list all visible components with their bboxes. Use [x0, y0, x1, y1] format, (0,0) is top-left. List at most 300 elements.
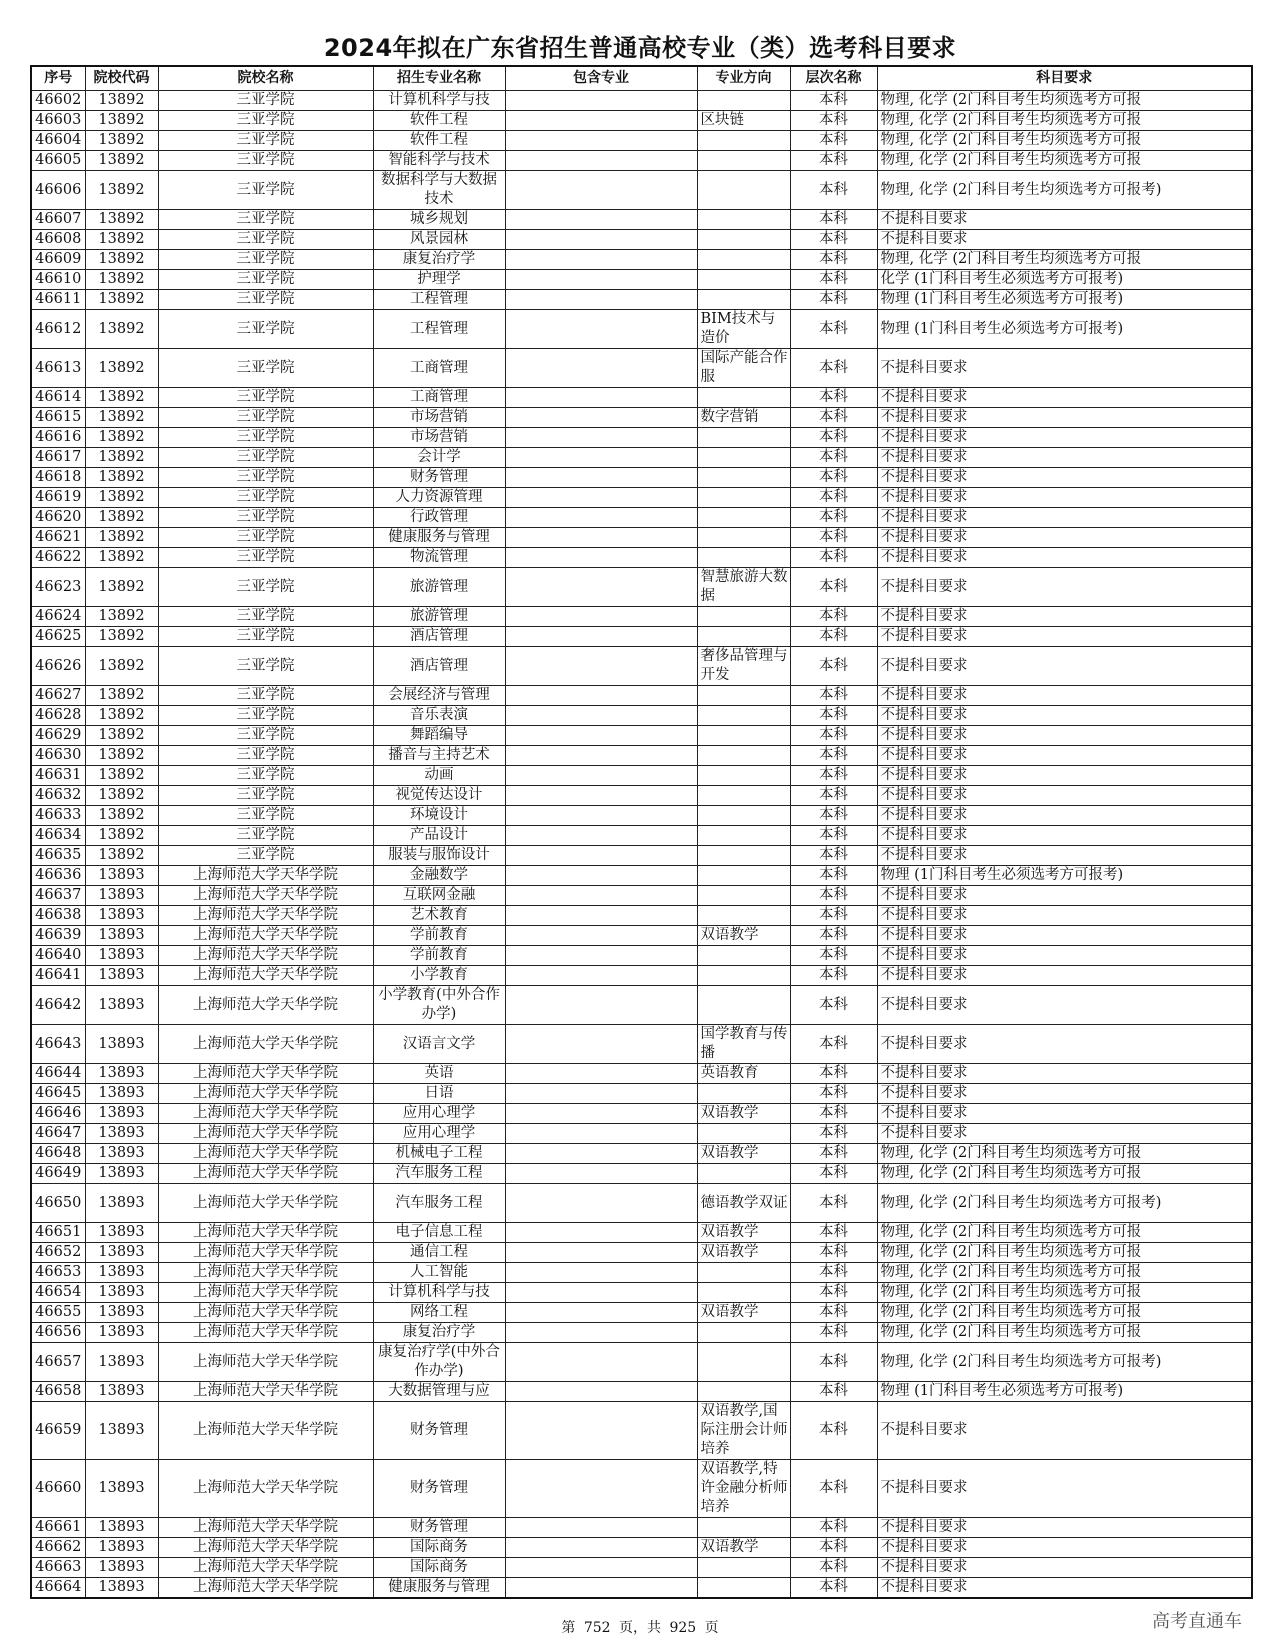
cell-seq: 46622	[31, 548, 85, 568]
cell-direction: 区块链	[697, 111, 790, 131]
cell-included-majors	[505, 726, 697, 746]
cell-school-code: 13893	[85, 1064, 158, 1084]
cell-included-majors	[505, 1283, 697, 1303]
table-row	[31, 111, 1252, 131]
cell-included-majors	[505, 1064, 697, 1084]
cell-level: 本科	[790, 568, 877, 607]
cell-level: 本科	[790, 1283, 877, 1303]
cell-major-name: 康复治疗学	[373, 1323, 505, 1343]
cell-seq: 46632	[31, 786, 85, 806]
cell-major-name: 计算机科学与技	[373, 1283, 505, 1303]
cell-school-name: 三亚学院	[158, 607, 373, 627]
cell-school-name: 上海师范大学天华学院	[158, 946, 373, 966]
cell-school-name: 三亚学院	[158, 627, 373, 647]
cell-subject-requirement: 物理, 化学 (2门科目考生均须选考方可报	[877, 1283, 1252, 1303]
cell-subject-requirement: 不提科目要求	[877, 1558, 1252, 1578]
cell-school-name: 上海师范大学天华学院	[158, 1402, 373, 1460]
cell-subject-requirement: 物理, 化学 (2门科目考生均须选考方可报	[877, 1223, 1252, 1243]
cell-included-majors	[505, 866, 697, 886]
table-row	[31, 508, 1252, 528]
cell-seq: 46605	[31, 151, 85, 171]
cell-direction	[697, 1578, 790, 1599]
cell-level: 本科	[790, 1223, 877, 1243]
cell-included-majors	[505, 607, 697, 627]
cell-major-name: 网络工程	[373, 1303, 505, 1323]
cell-school-code: 13893	[85, 1223, 158, 1243]
cell-seq: 46653	[31, 1263, 85, 1283]
cell-school-name: 上海师范大学天华学院	[158, 1283, 373, 1303]
cell-included-majors	[505, 1382, 697, 1402]
cell-seq: 46639	[31, 926, 85, 946]
cell-included-majors	[505, 1402, 697, 1460]
cell-subject-requirement: 不提科目要求	[877, 986, 1252, 1025]
footer-suffix: 页	[704, 1620, 719, 1636]
cell-direction	[697, 766, 790, 786]
cell-subject-requirement: 不提科目要求	[877, 726, 1252, 746]
cell-included-majors	[505, 528, 697, 548]
cell-school-code: 13893	[85, 1402, 158, 1460]
cell-school-name: 三亚学院	[158, 568, 373, 607]
cell-school-name: 上海师范大学天华学院	[158, 1558, 373, 1578]
cell-seq: 46621	[31, 528, 85, 548]
cell-seq: 46643	[31, 1025, 85, 1064]
table-row	[31, 568, 1252, 607]
cell-seq: 46610	[31, 270, 85, 290]
cell-seq: 46629	[31, 726, 85, 746]
requirements-table	[30, 65, 1253, 1599]
cell-level: 本科	[790, 1538, 877, 1558]
cell-level: 本科	[790, 448, 877, 468]
cell-school-name: 三亚学院	[158, 388, 373, 408]
cell-subject-requirement: 不提科目要求	[877, 468, 1252, 488]
cell-level: 本科	[790, 1164, 877, 1184]
cell-level: 本科	[790, 508, 877, 528]
cell-subject-requirement: 不提科目要求	[877, 428, 1252, 448]
cell-school-code: 13892	[85, 826, 158, 846]
cell-level: 本科	[790, 866, 877, 886]
cell-included-majors	[505, 1538, 697, 1558]
cell-level: 本科	[790, 1518, 877, 1538]
cell-included-majors	[505, 766, 697, 786]
cell-seq: 46607	[31, 210, 85, 230]
cell-school-code: 13892	[85, 468, 158, 488]
cell-school-code: 13892	[85, 528, 158, 548]
cell-included-majors	[505, 1025, 697, 1064]
table-row	[31, 1382, 1252, 1402]
cell-subject-requirement: 不提科目要求	[877, 926, 1252, 946]
cell-subject-requirement: 不提科目要求	[877, 906, 1252, 926]
cell-school-code: 13892	[85, 846, 158, 866]
cell-school-code: 13892	[85, 310, 158, 349]
cell-direction: 双语教学	[697, 1538, 790, 1558]
cell-included-majors	[505, 966, 697, 986]
cell-seq: 46658	[31, 1382, 85, 1402]
cell-included-majors	[505, 468, 697, 488]
cell-direction	[697, 1518, 790, 1538]
cell-school-code: 13892	[85, 488, 158, 508]
cell-subject-requirement: 不提科目要求	[877, 488, 1252, 508]
cell-school-code: 13893	[85, 1382, 158, 1402]
cell-school-name: 上海师范大学天华学院	[158, 1184, 373, 1223]
cell-school-code: 13893	[85, 986, 158, 1025]
cell-level: 本科	[790, 1124, 877, 1144]
table-row	[31, 866, 1252, 886]
cell-school-name: 三亚学院	[158, 786, 373, 806]
cell-seq: 46618	[31, 468, 85, 488]
cell-direction: 德语教学双证	[697, 1184, 790, 1223]
cell-subject-requirement: 不提科目要求	[877, 1064, 1252, 1084]
table-row	[31, 946, 1252, 966]
cell-school-name: 上海师范大学天华学院	[158, 1323, 373, 1343]
cell-major-name: 工商管理	[373, 388, 505, 408]
table-row	[31, 806, 1252, 826]
cell-direction	[697, 906, 790, 926]
cell-school-code: 13893	[85, 1025, 158, 1064]
cell-direction	[697, 131, 790, 151]
cell-school-name: 三亚学院	[158, 111, 373, 131]
cell-school-code: 13893	[85, 906, 158, 926]
cell-level: 本科	[790, 290, 877, 310]
table-row	[31, 607, 1252, 627]
cell-major-name: 酒店管理	[373, 647, 505, 686]
cell-school-code: 13893	[85, 886, 158, 906]
table-row	[31, 647, 1252, 686]
cell-level: 本科	[790, 388, 877, 408]
cell-subject-requirement: 物理, 化学 (2门科目考生均须选考方可报	[877, 250, 1252, 270]
cell-seq: 46608	[31, 230, 85, 250]
table-row	[31, 448, 1252, 468]
cell-school-name: 三亚学院	[158, 408, 373, 428]
cell-school-code: 13892	[85, 250, 158, 270]
cell-subject-requirement: 不提科目要求	[877, 1518, 1252, 1538]
cell-level: 本科	[790, 488, 877, 508]
cell-seq: 46624	[31, 607, 85, 627]
column-header: 包含专业	[505, 66, 697, 91]
cell-school-code: 13893	[85, 1144, 158, 1164]
footer-mid: 页，共	[619, 1620, 661, 1636]
cell-subject-requirement: 物理, 化学 (2门科目考生均须选考方可报	[877, 1144, 1252, 1164]
cell-major-name: 财务管理	[373, 468, 505, 488]
cell-major-name: 智能科学与技术	[373, 151, 505, 171]
cell-school-name: 三亚学院	[158, 686, 373, 706]
cell-included-majors	[505, 388, 697, 408]
cell-included-majors	[505, 906, 697, 926]
cell-level: 本科	[790, 210, 877, 230]
cell-school-name: 三亚学院	[158, 91, 373, 111]
cell-school-name: 上海师范大学天华学院	[158, 986, 373, 1025]
cell-direction	[697, 686, 790, 706]
cell-seq: 46616	[31, 428, 85, 448]
cell-school-name: 上海师范大学天华学院	[158, 1578, 373, 1599]
table-row	[31, 230, 1252, 250]
cell-level: 本科	[790, 250, 877, 270]
cell-school-code: 13892	[85, 448, 158, 468]
cell-direction	[697, 210, 790, 230]
cell-direction	[697, 91, 790, 111]
cell-major-name: 会计学	[373, 448, 505, 468]
cell-major-name: 行政管理	[373, 508, 505, 528]
cell-included-majors	[505, 428, 697, 448]
cell-school-name: 上海师范大学天华学院	[158, 1223, 373, 1243]
table-row	[31, 250, 1252, 270]
cell-included-majors	[505, 131, 697, 151]
cell-school-name: 上海师范大学天华学院	[158, 1025, 373, 1064]
table-row	[31, 1283, 1252, 1303]
cell-major-name: 产品设计	[373, 826, 505, 846]
table-row	[31, 270, 1252, 290]
cell-level: 本科	[790, 1104, 877, 1124]
table-row	[31, 468, 1252, 488]
cell-seq: 46623	[31, 568, 85, 607]
cell-major-name: 学前教育	[373, 926, 505, 946]
cell-major-name: 小学教育(中外合作办学)	[373, 986, 505, 1025]
cell-included-majors	[505, 310, 697, 349]
column-header: 专业方向	[697, 66, 790, 91]
cell-level: 本科	[790, 270, 877, 290]
table-row	[31, 1518, 1252, 1538]
cell-seq: 46634	[31, 826, 85, 846]
cell-seq: 46614	[31, 388, 85, 408]
cell-subject-requirement: 不提科目要求	[877, 1124, 1252, 1144]
cell-included-majors	[505, 1323, 697, 1343]
cell-direction	[697, 986, 790, 1025]
cell-major-name: 财务管理	[373, 1518, 505, 1538]
cell-school-name: 上海师范大学天华学院	[158, 1263, 373, 1283]
cell-direction	[697, 726, 790, 746]
cell-included-majors	[505, 627, 697, 647]
cell-subject-requirement: 不提科目要求	[877, 210, 1252, 230]
cell-direction: 双语教学	[697, 1243, 790, 1263]
cell-subject-requirement: 不提科目要求	[877, 826, 1252, 846]
cell-level: 本科	[790, 131, 877, 151]
cell-seq: 46645	[31, 1084, 85, 1104]
cell-direction	[697, 1124, 790, 1144]
cell-school-name: 三亚学院	[158, 846, 373, 866]
cell-seq: 46649	[31, 1164, 85, 1184]
cell-subject-requirement: 不提科目要求	[877, 966, 1252, 986]
cell-major-name: 工程管理	[373, 290, 505, 310]
table-row	[31, 706, 1252, 726]
table-row	[31, 1243, 1252, 1263]
cell-subject-requirement: 物理, 化学 (2门科目考生均须选考方可报	[877, 1323, 1252, 1343]
table-body	[31, 91, 1252, 1599]
cell-direction	[697, 428, 790, 448]
table-row	[31, 1343, 1252, 1382]
cell-school-code: 13893	[85, 1538, 158, 1558]
cell-school-code: 13892	[85, 210, 158, 230]
cell-school-code: 13893	[85, 1164, 158, 1184]
cell-subject-requirement: 物理, 化学 (2门科目考生均须选考方可报	[877, 131, 1252, 151]
page-footer	[0, 1617, 1280, 1637]
column-header: 院校名称	[158, 66, 373, 91]
cell-seq: 46651	[31, 1223, 85, 1243]
cell-included-majors	[505, 1558, 697, 1578]
cell-seq: 46644	[31, 1064, 85, 1084]
cell-seq: 46641	[31, 966, 85, 986]
cell-major-name: 护理学	[373, 270, 505, 290]
cell-seq: 46631	[31, 766, 85, 786]
cell-school-name: 上海师范大学天华学院	[158, 966, 373, 986]
cell-included-majors	[505, 250, 697, 270]
table-row	[31, 1164, 1252, 1184]
table-row	[31, 1263, 1252, 1283]
cell-major-name: 电子信息工程	[373, 1223, 505, 1243]
cell-subject-requirement: 不提科目要求	[877, 766, 1252, 786]
cell-school-name: 三亚学院	[158, 210, 373, 230]
cell-school-code: 13893	[85, 1518, 158, 1538]
cell-major-name: 软件工程	[373, 111, 505, 131]
cell-direction: 英语教育	[697, 1064, 790, 1084]
cell-school-name: 三亚学院	[158, 290, 373, 310]
table-row	[31, 1144, 1252, 1164]
cell-seq: 46661	[31, 1518, 85, 1538]
cell-direction	[697, 966, 790, 986]
cell-major-name: 市场营销	[373, 428, 505, 448]
cell-school-code: 13892	[85, 230, 158, 250]
cell-included-majors	[505, 826, 697, 846]
cell-major-name: 人力资源管理	[373, 488, 505, 508]
cell-included-majors	[505, 210, 697, 230]
cell-school-code: 13892	[85, 746, 158, 766]
cell-level: 本科	[790, 468, 877, 488]
cell-level: 本科	[790, 647, 877, 686]
cell-seq: 46648	[31, 1144, 85, 1164]
table-row	[31, 1323, 1252, 1343]
footer-page-number: 752	[583, 1620, 611, 1636]
cell-direction	[697, 1164, 790, 1184]
cell-subject-requirement: 不提科目要求	[877, 1104, 1252, 1124]
table-row	[31, 926, 1252, 946]
cell-school-name: 三亚学院	[158, 250, 373, 270]
cell-subject-requirement: 不提科目要求	[877, 568, 1252, 607]
cell-major-name: 工商管理	[373, 349, 505, 388]
cell-school-code: 13893	[85, 946, 158, 966]
table-row	[31, 1064, 1252, 1084]
cell-level: 本科	[790, 1578, 877, 1599]
cell-seq: 46611	[31, 290, 85, 310]
cell-direction	[697, 746, 790, 766]
cell-major-name: 大数据管理与应	[373, 1382, 505, 1402]
cell-level: 本科	[790, 607, 877, 627]
cell-major-name: 日语	[373, 1084, 505, 1104]
cell-school-code: 13892	[85, 270, 158, 290]
cell-subject-requirement: 物理, 化学 (2门科目考生均须选考方可报	[877, 1164, 1252, 1184]
cell-included-majors	[505, 1084, 697, 1104]
table-row	[31, 151, 1252, 171]
cell-level: 本科	[790, 766, 877, 786]
cell-included-majors	[505, 1578, 697, 1599]
cell-direction: BIM技术与造价	[697, 310, 790, 349]
cell-seq: 46628	[31, 706, 85, 726]
cell-school-code: 13893	[85, 1184, 158, 1223]
cell-subject-requirement: 不提科目要求	[877, 528, 1252, 548]
cell-direction	[697, 151, 790, 171]
table-row	[31, 1025, 1252, 1064]
cell-level: 本科	[790, 1243, 877, 1263]
cell-direction	[697, 1084, 790, 1104]
cell-major-name: 音乐表演	[373, 706, 505, 726]
cell-included-majors	[505, 548, 697, 568]
cell-subject-requirement: 不提科目要求	[877, 388, 1252, 408]
cell-school-code: 13892	[85, 548, 158, 568]
cell-school-name: 上海师范大学天华学院	[158, 1382, 373, 1402]
cell-school-name: 三亚学院	[158, 647, 373, 686]
cell-school-name: 上海师范大学天华学院	[158, 1064, 373, 1084]
cell-school-code: 13892	[85, 806, 158, 826]
cell-level: 本科	[790, 1263, 877, 1283]
cell-school-code: 13893	[85, 866, 158, 886]
column-header: 招生专业名称	[373, 66, 505, 91]
cell-direction	[697, 1283, 790, 1303]
cell-subject-requirement: 不提科目要求	[877, 627, 1252, 647]
cell-direction	[697, 448, 790, 468]
cell-major-name: 动画	[373, 766, 505, 786]
cell-included-majors	[505, 1164, 697, 1184]
cell-major-name: 人工智能	[373, 1263, 505, 1283]
cell-subject-requirement: 化学 (1门科目考生必须选考方可报考)	[877, 270, 1252, 290]
cell-included-majors	[505, 230, 697, 250]
cell-subject-requirement: 物理, 化学 (2门科目考生均须选考方可报	[877, 1263, 1252, 1283]
cell-direction	[697, 1263, 790, 1283]
cell-major-name: 健康服务与管理	[373, 1578, 505, 1599]
cell-subject-requirement: 不提科目要求	[877, 786, 1252, 806]
cell-major-name: 通信工程	[373, 1243, 505, 1263]
table-row	[31, 1104, 1252, 1124]
cell-school-code: 13892	[85, 91, 158, 111]
cell-school-code: 13892	[85, 111, 158, 131]
table-row	[31, 210, 1252, 230]
table-row	[31, 428, 1252, 448]
cell-school-name: 三亚学院	[158, 806, 373, 826]
cell-included-majors	[505, 1303, 697, 1323]
table-row	[31, 388, 1252, 408]
cell-included-majors	[505, 1144, 697, 1164]
cell-level: 本科	[790, 1084, 877, 1104]
cell-level: 本科	[790, 846, 877, 866]
cell-level: 本科	[790, 1144, 877, 1164]
cell-seq: 46638	[31, 906, 85, 926]
cell-level: 本科	[790, 926, 877, 946]
cell-seq: 46657	[31, 1343, 85, 1382]
cell-level: 本科	[790, 986, 877, 1025]
table-row	[31, 1084, 1252, 1104]
cell-seq: 46654	[31, 1283, 85, 1303]
cell-level: 本科	[790, 111, 877, 131]
cell-seq: 46647	[31, 1124, 85, 1144]
cell-major-name: 学前教育	[373, 946, 505, 966]
cell-level: 本科	[790, 966, 877, 986]
cell-level: 本科	[790, 1025, 877, 1064]
cell-subject-requirement: 不提科目要求	[877, 946, 1252, 966]
cell-included-majors	[505, 448, 697, 468]
cell-major-name: 康复治疗学	[373, 250, 505, 270]
cell-direction	[697, 171, 790, 210]
cell-major-name: 视觉传达设计	[373, 786, 505, 806]
cell-level: 本科	[790, 1402, 877, 1460]
cell-included-majors	[505, 786, 697, 806]
cell-major-name: 金融数学	[373, 866, 505, 886]
cell-school-name: 上海师范大学天华学院	[158, 1124, 373, 1144]
cell-seq: 46619	[31, 488, 85, 508]
cell-seq: 46612	[31, 310, 85, 349]
cell-direction	[697, 886, 790, 906]
cell-included-majors	[505, 806, 697, 826]
table-row	[31, 528, 1252, 548]
cell-major-name: 康复治疗学(中外合作办学)	[373, 1343, 505, 1382]
cell-seq: 46615	[31, 408, 85, 428]
table-row	[31, 548, 1252, 568]
cell-seq: 46603	[31, 111, 85, 131]
